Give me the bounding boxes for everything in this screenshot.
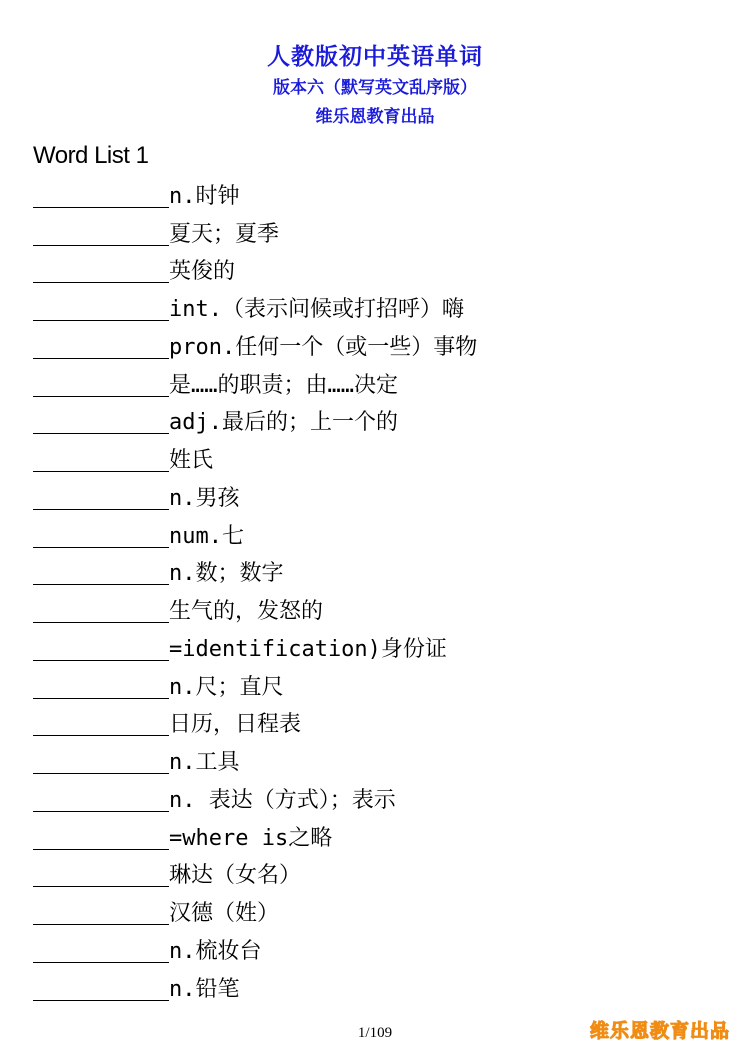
answer-blank xyxy=(33,785,169,812)
entry-meaning: 日历，日程表 xyxy=(169,712,302,738)
answer-blank xyxy=(33,898,169,925)
entry-meaning: 夏天；夏季 xyxy=(169,221,280,247)
publisher-line: 维乐恩教育出品 xyxy=(315,107,435,127)
answer-blank xyxy=(33,294,169,321)
entry-meaning: n.铅笔 xyxy=(169,976,240,1002)
vocabulary-entry xyxy=(33,856,733,894)
answer-blank xyxy=(33,445,169,472)
vocabulary-entry xyxy=(33,403,733,441)
entry-meaning: n. 表达（方式）；表示 xyxy=(169,787,396,813)
vocabulary-entry xyxy=(33,667,733,705)
vocabulary-entry xyxy=(33,365,733,403)
vocabulary-entry xyxy=(33,969,733,1007)
entry-meaning: 英俊的 xyxy=(169,259,236,285)
answer-blank xyxy=(33,483,169,510)
answer-blank xyxy=(33,823,169,850)
entry-meaning: 生气的，发怒的 xyxy=(169,599,324,624)
vocabulary-entry xyxy=(33,742,733,780)
vocabulary-entry xyxy=(33,629,733,667)
answer-blank xyxy=(33,370,169,397)
vocabulary-entry xyxy=(33,327,733,365)
entry-meaning: 是……的职责；由……决定 xyxy=(169,372,398,398)
vocabulary-entry xyxy=(33,440,733,478)
document-title: 人教版初中英语单词 xyxy=(267,44,483,70)
vocabulary-list xyxy=(33,176,733,1007)
entry-meaning: n.男孩 xyxy=(169,485,240,511)
answer-blank xyxy=(33,974,169,1001)
answer-blank xyxy=(33,936,169,963)
entry-meaning: n.数；数字 xyxy=(169,561,284,587)
entry-meaning: =identification)身份证 xyxy=(169,636,447,662)
entry-meaning: 汉德（姓） xyxy=(169,901,280,926)
answer-blank xyxy=(33,596,169,623)
answer-blank xyxy=(33,558,169,585)
vocabulary-entry xyxy=(33,893,733,931)
vocabulary-entry xyxy=(33,705,733,743)
word-list-heading: Word List 1 xyxy=(33,142,149,169)
document-header xyxy=(0,40,750,132)
answer-blank xyxy=(33,521,169,548)
vocabulary-entry xyxy=(33,931,733,969)
entry-meaning: n.尺；直尺 xyxy=(169,674,284,700)
entry-meaning: num.七 xyxy=(169,523,244,549)
vocabulary-entry xyxy=(33,214,733,252)
answer-blank xyxy=(33,181,169,208)
vocabulary-entry xyxy=(33,591,733,629)
vocabulary-entry xyxy=(33,478,733,516)
entry-meaning: 姓氏 xyxy=(169,448,214,473)
answer-blank xyxy=(33,747,169,774)
answer-blank xyxy=(33,256,169,283)
entry-meaning: 琳达（女名） xyxy=(169,863,302,889)
entry-meaning: pron.任何一个（或一些）事物 xyxy=(169,334,478,360)
vocabulary-entry xyxy=(33,252,733,290)
document-subtitle: 版本六（默写英文乱序版） xyxy=(273,78,477,98)
publisher-watermark: 维乐恩教育出品 xyxy=(589,1020,730,1042)
vocabulary-entry xyxy=(33,780,733,818)
page-number: 1/109 xyxy=(357,1025,393,1041)
entry-meaning: n.时钟 xyxy=(169,183,240,209)
answer-blank xyxy=(33,219,169,246)
entry-meaning: n.梳妆台 xyxy=(169,938,262,964)
vocabulary-entry xyxy=(33,176,733,214)
vocabulary-entry xyxy=(33,554,733,592)
answer-blank xyxy=(33,672,169,699)
entry-meaning: n.工具 xyxy=(169,750,240,775)
vocabulary-entry xyxy=(33,818,733,856)
entry-meaning: adj.最后的；上一个的 xyxy=(169,410,398,436)
answer-blank xyxy=(33,407,169,434)
vocabulary-entry xyxy=(33,516,733,554)
entry-meaning: int.（表示问候或打招呼）嗨 xyxy=(169,297,464,322)
vocabulary-entry xyxy=(33,289,733,327)
answer-blank xyxy=(33,709,169,736)
answer-blank xyxy=(33,860,169,887)
entry-meaning: =where is之略 xyxy=(169,825,333,851)
answer-blank xyxy=(33,332,169,359)
answer-blank xyxy=(33,634,169,661)
